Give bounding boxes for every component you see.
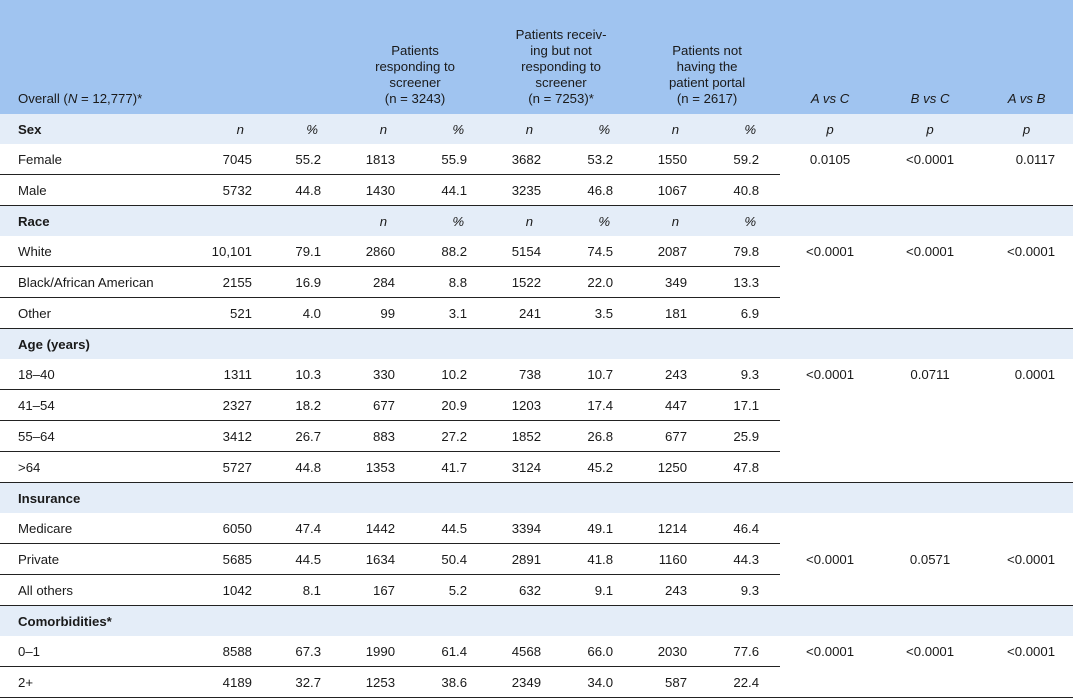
percent-cell: 17.1 — [707, 390, 780, 421]
p-value-cell — [980, 298, 1073, 329]
count-cell: 2030 — [634, 636, 707, 667]
p-value-cell — [880, 267, 980, 298]
count-cell: 4568 — [488, 636, 561, 667]
table-body — [0, 114, 1073, 698]
sub-header-cell — [780, 483, 880, 514]
p-value-cell — [780, 667, 880, 698]
count-cell: 5154 — [488, 236, 561, 267]
sub-header-cell — [561, 483, 634, 514]
count-cell: 243 — [634, 575, 707, 606]
sub-header-cell — [415, 483, 488, 514]
percent-cell: 47.4 — [272, 513, 342, 544]
sub-header-cell: % — [272, 114, 342, 144]
table-row — [0, 452, 1073, 483]
sub-header-cell — [880, 206, 980, 237]
sub-header-cell — [980, 606, 1073, 637]
group-b-line: screener — [535, 75, 587, 90]
row-label: 55–64 — [0, 421, 190, 452]
percent-cell: 18.2 — [272, 390, 342, 421]
p-value-cell — [980, 421, 1073, 452]
sub-header-cell — [272, 483, 342, 514]
section-header-row — [0, 329, 1073, 360]
p-value-cell — [880, 298, 980, 329]
percent-cell: 16.9 — [272, 267, 342, 298]
count-cell: 738 — [488, 359, 561, 390]
p-value-cell — [980, 390, 1073, 421]
count-cell: 10,101 — [190, 236, 272, 267]
sub-header-cell — [561, 329, 634, 360]
count-cell: 1160 — [634, 544, 707, 575]
group-b-line: Patients receiv- — [515, 27, 607, 42]
percent-cell: 27.2 — [415, 421, 488, 452]
count-cell: 1522 — [488, 267, 561, 298]
p-value-cell: <0.0001 — [780, 236, 880, 267]
count-cell: 2087 — [634, 236, 707, 267]
percent-cell: 67.3 — [272, 636, 342, 667]
table-header-row — [0, 0, 1073, 114]
percent-cell: 3.1 — [415, 298, 488, 329]
count-cell: 4189 — [190, 667, 272, 698]
p-value-cell — [980, 667, 1073, 698]
sub-header-cell — [880, 329, 980, 360]
section-title: Comorbidities* — [0, 606, 190, 637]
p-value-cell: <0.0001 — [880, 236, 980, 267]
sub-header-cell: % — [415, 114, 488, 144]
compare-a-vs-c-header: A vs C — [780, 0, 880, 114]
group-a-line: responding to — [375, 59, 455, 74]
count-cell: 284 — [342, 267, 415, 298]
p-value-cell — [780, 575, 880, 606]
p-value-cell — [780, 267, 880, 298]
sub-header-cell — [190, 606, 272, 637]
sub-header-cell — [342, 329, 415, 360]
group-a-header — [342, 0, 488, 114]
table-row — [0, 544, 1073, 575]
percent-cell: 25.9 — [707, 421, 780, 452]
sub-header-cell — [190, 483, 272, 514]
count-cell: 883 — [342, 421, 415, 452]
compare-b-vs-c-header: B vs C — [880, 0, 980, 114]
sub-header-cell — [707, 606, 780, 637]
count-cell: 1550 — [634, 144, 707, 175]
p-value-cell — [980, 513, 1073, 544]
p-value-cell — [880, 667, 980, 698]
p-value-cell — [980, 452, 1073, 483]
percent-cell: 34.0 — [561, 667, 634, 698]
group-c-line: having the — [676, 59, 738, 74]
count-cell: 349 — [634, 267, 707, 298]
percent-cell: 22.4 — [707, 667, 780, 698]
percent-cell: 9.3 — [707, 359, 780, 390]
row-label: Private — [0, 544, 190, 575]
percent-cell: 8.8 — [415, 267, 488, 298]
count-cell: 1203 — [488, 390, 561, 421]
group-c-line: Patients not — [672, 43, 742, 58]
percent-cell: 38.6 — [415, 667, 488, 698]
percent-cell: 6.9 — [707, 298, 780, 329]
count-cell: 243 — [634, 359, 707, 390]
percent-cell: 4.0 — [272, 298, 342, 329]
count-cell: 677 — [634, 421, 707, 452]
count-cell: 1852 — [488, 421, 561, 452]
row-label: White — [0, 236, 190, 267]
percent-cell: 44.1 — [415, 175, 488, 206]
section-header-row — [0, 206, 1073, 237]
p-value-cell — [880, 390, 980, 421]
count-cell: 8588 — [190, 636, 272, 667]
group-b-header — [488, 0, 634, 114]
percent-cell: 44.8 — [272, 175, 342, 206]
count-cell: 2155 — [190, 267, 272, 298]
table-row — [0, 575, 1073, 606]
sub-header-cell — [634, 606, 707, 637]
section-title: Sex — [0, 114, 190, 144]
row-label: Female — [0, 144, 190, 175]
sub-header-cell — [488, 483, 561, 514]
sub-header-cell — [342, 483, 415, 514]
percent-cell: 79.1 — [272, 236, 342, 267]
sub-header-cell — [707, 483, 780, 514]
sub-header-cell — [190, 329, 272, 360]
count-cell: 1214 — [634, 513, 707, 544]
percent-cell: 10.3 — [272, 359, 342, 390]
count-cell: 181 — [634, 298, 707, 329]
group-b-line: (n = 7253)* — [528, 91, 594, 106]
percent-cell: 3.5 — [561, 298, 634, 329]
sub-header-cell: n — [190, 114, 272, 144]
p-value-cell — [980, 175, 1073, 206]
count-cell: 447 — [634, 390, 707, 421]
table-row — [0, 175, 1073, 206]
percent-cell: 44.5 — [272, 544, 342, 575]
row-label: All others — [0, 575, 190, 606]
percent-cell: 55.9 — [415, 144, 488, 175]
percent-cell: 26.7 — [272, 421, 342, 452]
count-cell: 167 — [342, 575, 415, 606]
p-value-cell — [880, 513, 980, 544]
count-cell: 3235 — [488, 175, 561, 206]
sub-header-cell: % — [415, 206, 488, 237]
compare-a-vs-b-header: A vs B — [980, 0, 1073, 114]
count-cell: 1442 — [342, 513, 415, 544]
table-row — [0, 513, 1073, 544]
percent-cell: 26.8 — [561, 421, 634, 452]
group-c-header — [634, 0, 780, 114]
p-value-cell: <0.0001 — [980, 236, 1073, 267]
sub-header-cell — [488, 329, 561, 360]
sub-header-cell: n — [488, 206, 561, 237]
p-value-cell: 0.0571 — [880, 544, 980, 575]
count-cell: 1990 — [342, 636, 415, 667]
count-cell: 2327 — [190, 390, 272, 421]
sub-header-cell: n — [342, 114, 415, 144]
p-value-cell: <0.0001 — [980, 544, 1073, 575]
group-a-line: screener — [389, 75, 441, 90]
row-label: 0–1 — [0, 636, 190, 667]
percent-cell: 44.5 — [415, 513, 488, 544]
sub-header-cell: % — [707, 114, 780, 144]
count-cell: 1813 — [342, 144, 415, 175]
percent-cell: 46.4 — [707, 513, 780, 544]
percent-cell: 5.2 — [415, 575, 488, 606]
sub-header-cell — [634, 483, 707, 514]
percent-cell: 61.4 — [415, 636, 488, 667]
percent-cell: 22.0 — [561, 267, 634, 298]
percent-cell: 88.2 — [415, 236, 488, 267]
overall-header — [0, 0, 342, 114]
p-value-cell — [880, 421, 980, 452]
count-cell: 1430 — [342, 175, 415, 206]
section-title: Insurance — [0, 483, 190, 514]
overall-prefix: Overall ( — [18, 91, 68, 106]
p-value-cell: <0.0001 — [880, 144, 980, 175]
count-cell: 521 — [190, 298, 272, 329]
row-label: Other — [0, 298, 190, 329]
sub-header-cell — [780, 606, 880, 637]
table-row — [0, 236, 1073, 267]
percent-cell: 41.7 — [415, 452, 488, 483]
sub-header-cell: n — [634, 206, 707, 237]
section-header-row — [0, 606, 1073, 637]
p-value-cell — [880, 452, 980, 483]
group-b-line: responding to — [521, 59, 602, 74]
percent-cell: 10.7 — [561, 359, 634, 390]
p-value-cell: 0.0711 — [880, 359, 980, 390]
p-value-cell: 0.0001 — [980, 359, 1073, 390]
count-cell: 632 — [488, 575, 561, 606]
count-cell: 1353 — [342, 452, 415, 483]
sub-header-cell — [415, 606, 488, 637]
count-cell: 3412 — [190, 421, 272, 452]
p-value-cell — [780, 298, 880, 329]
percent-cell: 32.7 — [272, 667, 342, 698]
sub-header-cell — [780, 206, 880, 237]
sub-header-cell: % — [561, 206, 634, 237]
count-cell: 5732 — [190, 175, 272, 206]
sub-header-cell: n — [342, 206, 415, 237]
p-value-cell — [780, 390, 880, 421]
count-cell: 1067 — [634, 175, 707, 206]
sub-header-cell — [780, 329, 880, 360]
row-label: 41–54 — [0, 390, 190, 421]
p-value-cell — [780, 452, 880, 483]
sub-header-cell — [980, 483, 1073, 514]
percent-cell: 44.8 — [272, 452, 342, 483]
row-label: 18–40 — [0, 359, 190, 390]
p-value-cell — [880, 175, 980, 206]
count-cell: 5727 — [190, 452, 272, 483]
p-value-cell: <0.0001 — [980, 636, 1073, 667]
group-c-line: (n = 2617) — [676, 91, 738, 106]
sub-header-cell — [272, 606, 342, 637]
row-label: Male — [0, 175, 190, 206]
sub-header-cell — [488, 606, 561, 637]
p-value-cell: <0.0001 — [880, 636, 980, 667]
sub-header-cell — [342, 606, 415, 637]
count-cell: 1253 — [342, 667, 415, 698]
sub-header-cell — [980, 329, 1073, 360]
row-label: Black/African American — [0, 267, 190, 298]
table-row — [0, 390, 1073, 421]
count-cell: 241 — [488, 298, 561, 329]
count-cell: 677 — [342, 390, 415, 421]
table-row — [0, 144, 1073, 175]
sub-header-cell: p — [780, 114, 880, 144]
percent-cell: 8.1 — [272, 575, 342, 606]
percent-cell: 41.8 — [561, 544, 634, 575]
section-header-row — [0, 483, 1073, 514]
percent-cell: 77.6 — [707, 636, 780, 667]
count-cell: 2349 — [488, 667, 561, 698]
p-value-cell — [880, 575, 980, 606]
percent-cell: 9.1 — [561, 575, 634, 606]
sub-header-cell: p — [980, 114, 1073, 144]
sub-header-cell — [634, 329, 707, 360]
group-a-line: Patients — [391, 43, 439, 58]
percent-cell: 13.3 — [707, 267, 780, 298]
count-cell: 3682 — [488, 144, 561, 175]
overall-var: N — [67, 91, 78, 106]
table-row — [0, 636, 1073, 667]
sub-header-cell: % — [707, 206, 780, 237]
table-row — [0, 667, 1073, 698]
section-header-row — [0, 114, 1073, 144]
group-c-line: patient portal — [668, 75, 746, 90]
row-label: Medicare — [0, 513, 190, 544]
sub-header-cell — [272, 329, 342, 360]
sub-header-cell — [880, 483, 980, 514]
sub-header-cell — [415, 329, 488, 360]
p-value-cell — [780, 513, 880, 544]
section-title: Age (years) — [0, 329, 190, 360]
p-value-cell — [980, 267, 1073, 298]
count-cell: 2860 — [342, 236, 415, 267]
count-cell: 330 — [342, 359, 415, 390]
percent-cell: 44.3 — [707, 544, 780, 575]
sub-header-cell — [561, 606, 634, 637]
percent-cell: 55.2 — [272, 144, 342, 175]
p-value-cell: 0.0117 — [980, 144, 1073, 175]
sub-header-cell — [190, 206, 272, 237]
table-row — [0, 298, 1073, 329]
table-row — [0, 267, 1073, 298]
percent-cell: 53.2 — [561, 144, 634, 175]
percent-cell: 49.1 — [561, 513, 634, 544]
percent-cell: 50.4 — [415, 544, 488, 575]
percent-cell: 66.0 — [561, 636, 634, 667]
count-cell: 3394 — [488, 513, 561, 544]
percent-cell: 45.2 — [561, 452, 634, 483]
sub-header-cell — [980, 206, 1073, 237]
count-cell: 1250 — [634, 452, 707, 483]
count-cell: 1042 — [190, 575, 272, 606]
percent-cell: 9.3 — [707, 575, 780, 606]
count-cell: 1311 — [190, 359, 272, 390]
section-title: Race — [0, 206, 190, 237]
sub-header-cell: n — [488, 114, 561, 144]
sub-header-cell: p — [880, 114, 980, 144]
p-value-cell — [780, 421, 880, 452]
group-b-line: ing but not — [530, 43, 592, 58]
percent-cell: 46.8 — [561, 175, 634, 206]
group-a-line: (n = 3243) — [384, 91, 446, 106]
table-row — [0, 359, 1073, 390]
count-cell: 5685 — [190, 544, 272, 575]
percent-cell: 59.2 — [707, 144, 780, 175]
sub-header-cell — [272, 206, 342, 237]
p-value-cell: <0.0001 — [780, 636, 880, 667]
percent-cell: 79.8 — [707, 236, 780, 267]
count-cell: 587 — [634, 667, 707, 698]
percent-cell: 47.8 — [707, 452, 780, 483]
percent-cell: 10.2 — [415, 359, 488, 390]
row-label: >64 — [0, 452, 190, 483]
row-label: 2+ — [0, 667, 190, 698]
percent-cell: 74.5 — [561, 236, 634, 267]
count-cell: 3124 — [488, 452, 561, 483]
sub-header-cell — [880, 606, 980, 637]
sub-header-cell: n — [634, 114, 707, 144]
percent-cell: 40.8 — [707, 175, 780, 206]
count-cell: 2891 — [488, 544, 561, 575]
table-row — [0, 421, 1073, 452]
p-value-cell — [980, 575, 1073, 606]
count-cell: 99 — [342, 298, 415, 329]
overall-suffix: = 12,777)* — [77, 91, 143, 106]
percent-cell: 17.4 — [561, 390, 634, 421]
sub-header-cell — [707, 329, 780, 360]
p-value-cell: 0.0105 — [780, 144, 880, 175]
count-cell: 6050 — [190, 513, 272, 544]
p-value-cell: <0.0001 — [780, 544, 880, 575]
count-cell: 1634 — [342, 544, 415, 575]
p-value-cell — [780, 175, 880, 206]
count-cell: 7045 — [190, 144, 272, 175]
sub-header-cell: % — [561, 114, 634, 144]
percent-cell: 20.9 — [415, 390, 488, 421]
p-value-cell: <0.0001 — [780, 359, 880, 390]
